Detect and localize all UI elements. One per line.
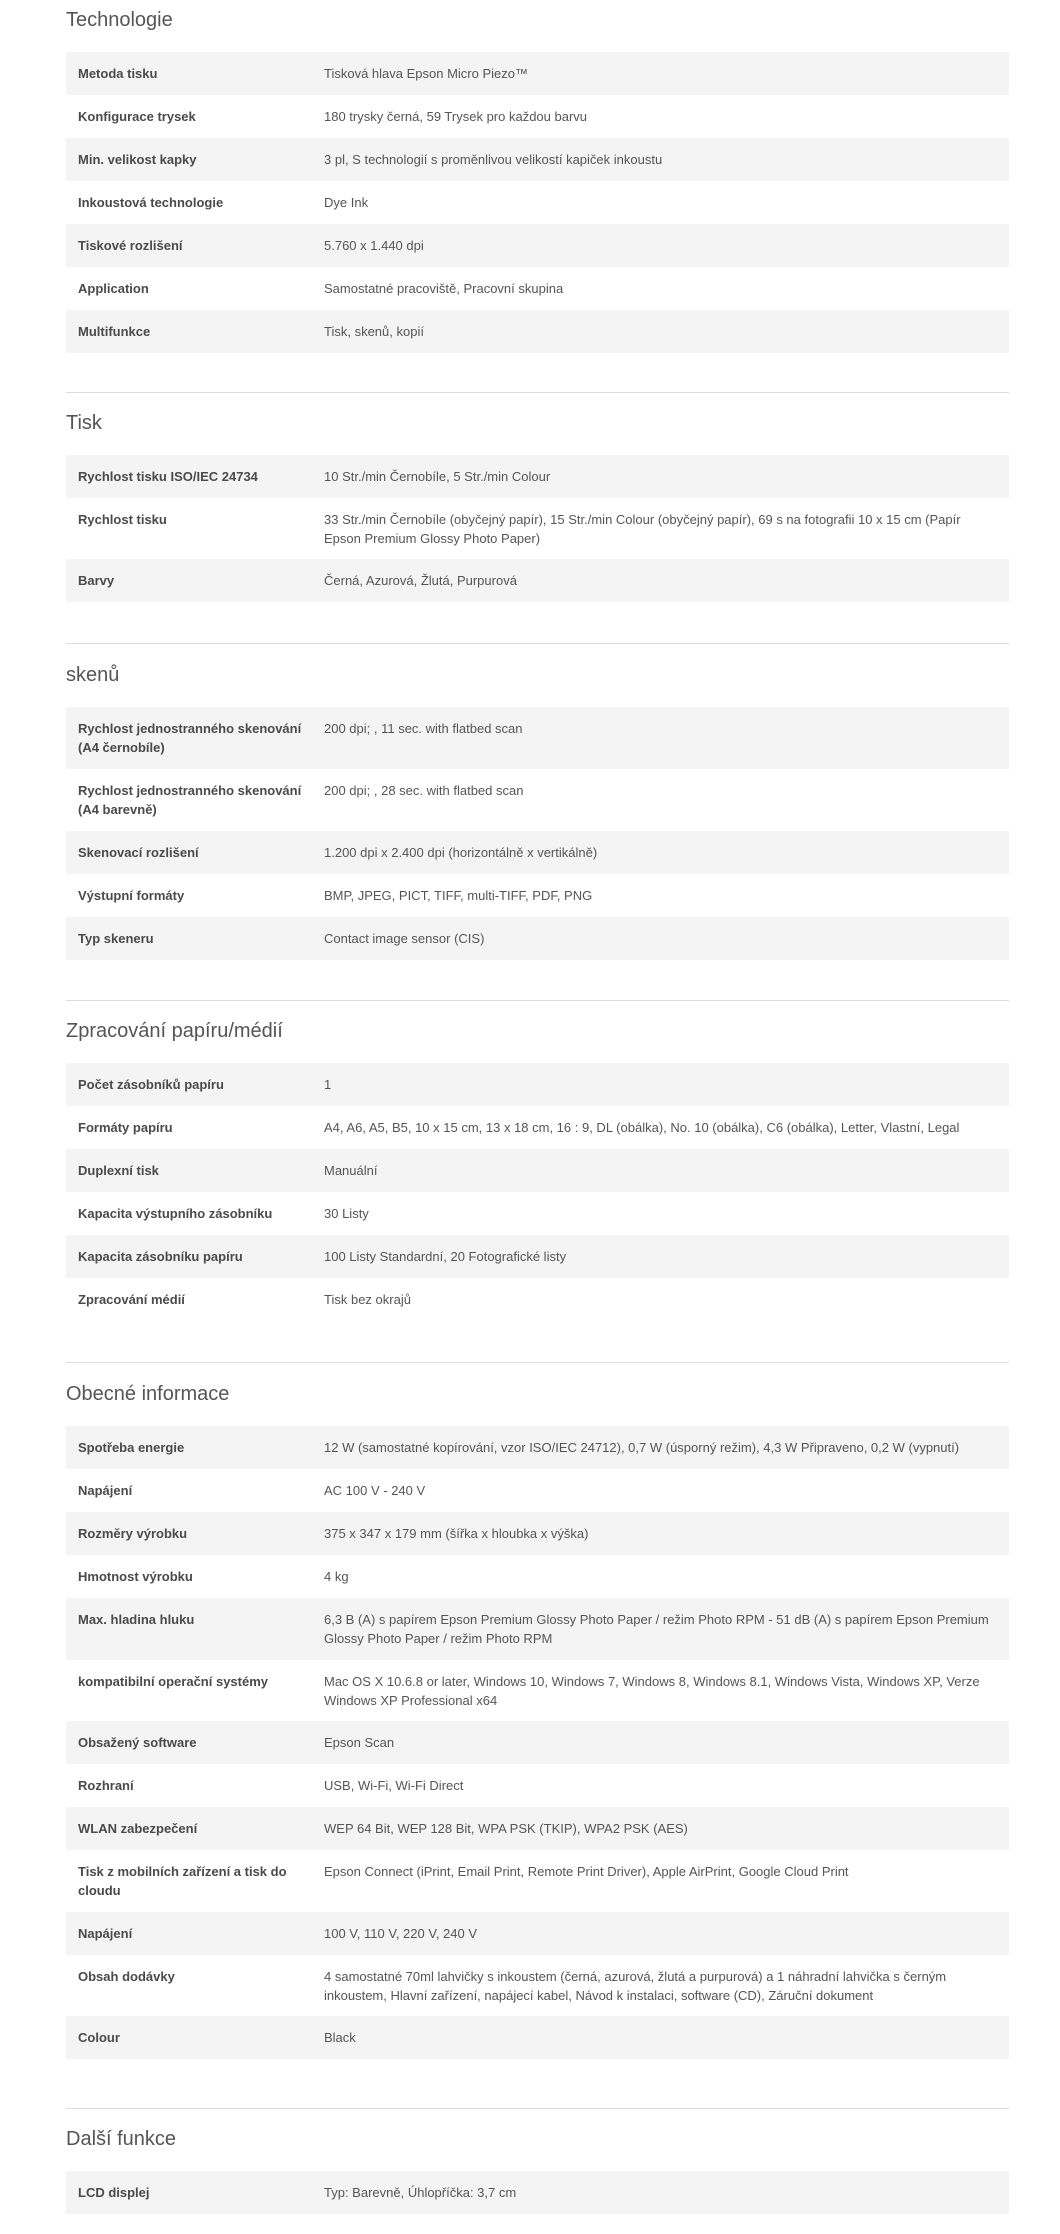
spec-label: Zpracování médií — [78, 1292, 185, 1307]
spec-label: Obsah dodávky — [78, 1969, 175, 1984]
spec-label: Multifunkce — [78, 324, 151, 339]
spec-value: Black — [324, 2030, 356, 2045]
section-title: Zpracování papíru/médií — [66, 1020, 283, 1042]
spec-row — [66, 1149, 1009, 1192]
spec-label: Application — [78, 281, 149, 296]
spec-value: 375 x 347 x 179 mm (šířka x hloubka x výška) — [324, 1526, 589, 1541]
spec-value: Manuální — [324, 1163, 378, 1178]
section-divider — [66, 392, 1009, 393]
spec-label: Barvy — [78, 573, 115, 588]
spec-label: Výstupní formáty — [78, 888, 185, 903]
spec-row — [66, 1598, 1009, 1660]
spec-value: 3 pl, S technologií s proměnlivou velikostí kapiček inkoustu — [324, 152, 663, 167]
spec-value: USB, Wi-Fi, Wi-Fi Direct — [324, 1778, 464, 1793]
spec-value: A4, A6, A5, B5, 10 x 15 cm, 13 x 18 cm, 16 : 9, DL (obálka), No. 10 (obálka), C6 (obálka), Letter, Vlastní, Legal — [324, 1120, 960, 1135]
section-title: Obecné informace — [66, 1383, 230, 1405]
spec-label: Napájení — [78, 1926, 133, 1941]
spec-value: 180 trysky černá, 59 Trysek pro každou barvu — [324, 109, 588, 124]
spec-label: Rozhraní — [78, 1778, 134, 1793]
spec-row — [66, 917, 1009, 960]
spec-row — [66, 1721, 1009, 1764]
spec-label: Rychlost tisku ISO/IEC 24734 — [78, 469, 258, 484]
spec-row — [66, 1912, 1009, 1955]
spec-row — [66, 1955, 1009, 2016]
spec-label: Colour — [78, 2030, 120, 2045]
spec-row — [66, 874, 1009, 917]
section-title: Technologie — [66, 9, 173, 31]
spec-row — [66, 2171, 1009, 2214]
spec-row — [66, 1192, 1009, 1235]
spec-label: kompatibilní operační systémy — [78, 1674, 269, 1689]
spec-label: Hmotnost výrobku — [78, 1569, 193, 1584]
spec-label: Typ skeneru — [78, 931, 154, 946]
spec-value: 100 V, 110 V, 220 V, 240 V — [324, 1926, 478, 1941]
spec-label: Konfigurace trysek — [78, 109, 196, 124]
spec-row — [66, 52, 1009, 95]
spec-label: Metoda tisku — [78, 66, 158, 81]
section-divider — [66, 2108, 1009, 2109]
spec-row — [66, 1469, 1009, 1512]
spec-label: Duplexní tisk — [78, 1163, 159, 1178]
spec-value: 12 W (samostatné kopírování, vzor ISO/IEC 24712), 0,7 W (úsporný režim), 4,3 W Připraveno, 0,2 W (vypnutí) — [324, 1440, 960, 1455]
spec-value: Tisková hlava Epson Micro Piezo™ — [324, 66, 528, 81]
spec-row — [66, 224, 1009, 267]
spec-label: Kapacita výstupního zásobníku — [78, 1206, 273, 1221]
spec-value: Tisk, skenů, kopií — [324, 324, 424, 339]
spec-label: Skenovací rozlišení — [78, 845, 199, 860]
spec-value: 100 Listy Standardní, 20 Fotografické listy — [324, 1249, 567, 1264]
spec-value: 6,3 B (A) s papírem Epson Premium Glossy Photo Paper / režim Photo RPM - 51 dB (A) s papírem Epson Premium Glossy Photo Paper / režim Photo RPM — [324, 1612, 989, 1646]
spec-value: Dye Ink — [324, 195, 369, 210]
spec-label: Rychlost tisku — [78, 512, 167, 527]
spec-row — [66, 138, 1009, 181]
spec-label: Spotřeba energie — [78, 1440, 185, 1455]
spec-label: Rychlost jednostranného skenování (A4 barevně) — [78, 783, 302, 817]
spec-row — [66, 498, 1009, 559]
spec-value: 10 Str./min Černobíle, 5 Str./min Colour — [324, 469, 551, 484]
spec-value: 30 Listy — [324, 1206, 369, 1221]
spec-value: 5.760 x 1.440 dpi — [324, 238, 424, 253]
spec-value: Mac OS X 10.6.8 or later, Windows 10, Windows 7, Windows 8, Windows 8.1, Windows Vista, Windows XP, Verze Windows XP Professional x64 — [324, 1674, 980, 1708]
spec-label: Napájení — [78, 1483, 133, 1498]
spec-label: Tiskové rozlišení — [78, 238, 183, 253]
spec-row — [66, 1850, 1009, 1912]
spec-row — [66, 181, 1009, 224]
spec-value: Epson Connect (iPrint, Email Print, Remote Print Driver), Apple AirPrint, Google Cloud Print — [324, 1864, 849, 1879]
spec-row — [66, 831, 1009, 874]
spec-value: Typ: Barevně, Úhlopříčka: 3,7 cm — [324, 2185, 517, 2200]
spec-row — [66, 455, 1009, 498]
spec-value: AC 100 V - 240 V — [324, 1483, 426, 1498]
spec-row — [66, 1660, 1009, 1721]
spec-row — [66, 267, 1009, 310]
spec-label: Rozměry výrobku — [78, 1526, 188, 1541]
spec-value: Tisk bez okrajů — [324, 1292, 411, 1307]
spec-value: BMP, JPEG, PICT, TIFF, multi-TIFF, PDF, PNG — [324, 888, 593, 903]
section-divider — [66, 643, 1009, 644]
spec-row — [66, 1555, 1009, 1598]
spec-label: Počet zásobníků papíru — [78, 1077, 224, 1092]
spec-label: Obsažený software — [78, 1735, 197, 1750]
spec-label: Formáty papíru — [78, 1120, 173, 1135]
spec-label: Kapacita zásobníku papíru — [78, 1249, 243, 1264]
spec-row — [66, 2016, 1009, 2059]
spec-row — [66, 1063, 1009, 1106]
spec-value: Epson Scan — [324, 1735, 395, 1750]
spec-row — [66, 1278, 1009, 1321]
section-divider — [66, 1000, 1009, 1001]
spec-value: 4 kg — [324, 1569, 349, 1584]
spec-row — [66, 707, 1009, 769]
spec-row — [66, 1106, 1009, 1149]
spec-row — [66, 1512, 1009, 1555]
spec-value: 200 dpi; , 11 sec. with flatbed scan — [324, 721, 523, 736]
spec-value: Černá, Azurová, Žlutá, Purpurová — [324, 573, 517, 588]
section-title: skenů — [66, 664, 120, 686]
section-title: Tisk — [66, 412, 102, 434]
spec-value: 200 dpi; , 28 sec. with flatbed scan — [324, 783, 524, 798]
spec-value: 1 — [324, 1077, 332, 1092]
spec-row — [66, 95, 1009, 138]
spec-row — [66, 1426, 1009, 1469]
spec-label: LCD displej — [78, 2185, 150, 2200]
spec-value: Samostatné pracoviště, Pracovní skupina — [324, 281, 564, 296]
spec-label: Rychlost jednostranného skenování (A4 černobíle) — [78, 721, 302, 755]
spec-row — [66, 310, 1009, 353]
spec-value: WEP 64 Bit, WEP 128 Bit, WPA PSK (TKIP), WPA2 PSK (AES) — [324, 1821, 688, 1836]
spec-label: Inkoustová technologie — [78, 195, 224, 210]
spec-value: 33 Str./min Černobíle (obyčejný papír), 15 Str./min Colour (obyčejný papír), 69 s na fotografii 10 x 15 cm (Papír Epson Premium Glossy Photo Paper) — [324, 512, 961, 546]
spec-value: Contact image sensor (CIS) — [324, 931, 485, 946]
spec-label: Max. hladina hluku — [78, 1612, 195, 1627]
spec-row — [66, 1235, 1009, 1278]
section-divider — [66, 1362, 1009, 1363]
spec-row — [66, 1764, 1009, 1807]
spec-row — [66, 559, 1009, 602]
spec-label: Min. velikost kapky — [78, 152, 197, 167]
spec-row — [66, 769, 1009, 831]
spec-label: Tisk z mobilních zařízení a tisk do cloudu — [78, 1864, 287, 1898]
section-title: Další funkce — [66, 2128, 177, 2150]
spec-row — [66, 1807, 1009, 1850]
spec-value: 4 samostatné 70ml lahvičky s inkoustem (černá, azurová, žlutá a purpurová) a 1 náhradní lahvička s černým inkoustem, Hlavní zařízení, napájecí kabel, Návod k instalaci, software (CD), Záruční dokument — [324, 1969, 947, 2003]
spec-label: WLAN zabezpečení — [78, 1821, 198, 1836]
spec-value: 1.200 dpi x 2.400 dpi (horizontálně x vertikálně) — [324, 845, 598, 860]
